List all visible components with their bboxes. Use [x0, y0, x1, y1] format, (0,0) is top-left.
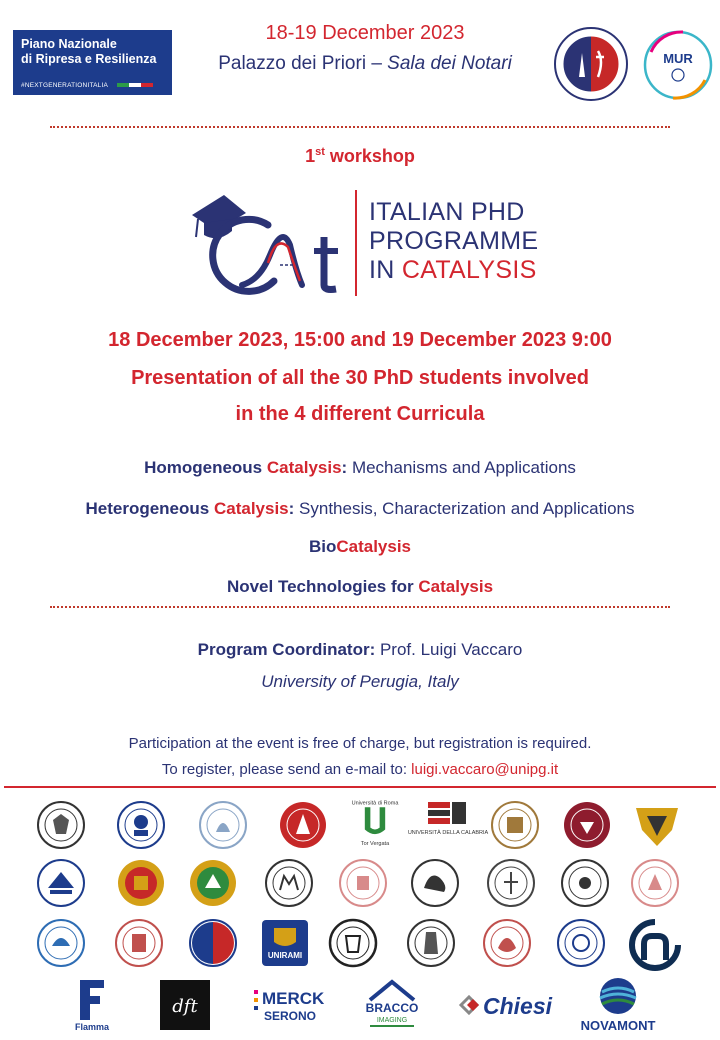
university-seal-logo	[630, 858, 680, 908]
cat-programme-logo	[190, 185, 360, 300]
university-seal-logo	[188, 858, 238, 908]
svg-text:NOVAMONT: NOVAMONT	[580, 1018, 656, 1033]
bracco-imaging-logo	[360, 978, 424, 1030]
curriculum-novel-technologies: Novel Technologies for Catalysis	[226, 577, 494, 596]
university-seal-logo	[486, 858, 536, 908]
curriculum-biocatalysis: BioCatalysis	[308, 537, 412, 556]
university-seal-logo	[36, 918, 86, 968]
logo-wordmark	[369, 198, 538, 285]
calabria-university-logo	[407, 800, 489, 852]
logo-divider-bar	[355, 190, 357, 296]
logo-line-3: IN CATALYSIS	[369, 256, 537, 284]
svg-text:UNIRAMI: UNIRAMI	[267, 951, 303, 960]
university-seal-logo	[338, 858, 388, 908]
perugia-university-seal-logo	[554, 27, 628, 101]
university-seal-logo	[188, 918, 238, 968]
university-seal-logo	[116, 800, 166, 850]
dft-logo	[160, 980, 210, 1030]
university-seal-logo	[198, 800, 248, 850]
svg-text:Flamma: Flamma	[74, 1022, 110, 1032]
svg-text:MERCK: MERCK	[262, 989, 325, 1008]
contact-email-link[interactable]: luigi.vaccaro@unipg.it	[411, 761, 559, 778]
italian-flag-stripe	[117, 83, 153, 87]
university-seal-logo	[560, 858, 610, 908]
mur-logo	[643, 30, 713, 100]
svg-text:IMAGING: IMAGING	[376, 1017, 408, 1024]
university-seal-logo	[116, 858, 166, 908]
svg-text:SERONO: SERONO	[264, 1009, 317, 1023]
coordinator-university: University of Perugia, Italy	[261, 672, 459, 691]
partners-divider	[4, 786, 716, 788]
schedule-dates: 18 December 2023, 15:00 and 19 December 2023 9:00	[108, 329, 612, 351]
university-seal-logo	[410, 858, 460, 908]
university-seal-logo	[406, 918, 456, 968]
university-seal-logo	[36, 858, 86, 908]
chiesi-logo	[455, 988, 565, 1022]
logo-line-1: ITALIAN PHD	[369, 198, 525, 226]
eagle-crest-logo	[632, 800, 682, 850]
event-venue: Palazzo dei Priori – Sala dei Notari	[218, 53, 512, 74]
university-seal-logo	[328, 918, 378, 968]
workshop-label: 1st workshop	[305, 146, 415, 166]
svg-text:Tor Vergata: Tor Vergata	[360, 841, 390, 848]
event-date: 18-19 December 2023	[265, 22, 465, 44]
schedule-curricula-note: in the 4 different Curricula	[235, 403, 485, 425]
curriculum-heterogeneous: Heterogeneous Catalysis: Synthesis, Characterization and Applications	[85, 499, 635, 518]
registration-note: To register, please send an e-mail to: luigi.vaccaro@unipg.it	[161, 761, 559, 778]
mur-label: MUR	[663, 51, 693, 66]
university-seal-logo	[36, 800, 86, 850]
bottom-dotted-divider	[50, 606, 670, 608]
university-seal-logo	[490, 800, 540, 850]
university-seal-logo	[278, 800, 328, 850]
cnr-logo	[628, 918, 682, 972]
svg-text:BRACCO: BRACCO	[365, 1001, 419, 1015]
university-seal-logo	[556, 918, 606, 968]
novamont-logo	[572, 976, 664, 1034]
pnrr-logo	[13, 30, 172, 95]
university-seal-logo	[114, 918, 164, 968]
participation-note: Participation at the event is free of charge, but registration is required.	[128, 735, 592, 752]
top-dotted-divider	[50, 126, 670, 128]
tor-vergata-logo	[350, 798, 400, 848]
logo-line-2: PROGRAMME	[369, 227, 539, 255]
unirami-logo	[260, 918, 310, 968]
program-coordinator: Program Coordinator: Prof. Luigi Vaccaro	[197, 640, 523, 659]
university-seal-logo	[562, 800, 612, 850]
pnrr-line2: di Ripresa e Resilienza	[21, 52, 157, 66]
flamma-logo	[70, 978, 114, 1032]
university-seal-logo	[482, 918, 532, 968]
merck-serono-logo	[252, 982, 328, 1028]
pnrr-line1: Piano Nazionale	[21, 37, 117, 51]
schedule-presentation: Presentation of all the 30 PhD students involved	[131, 367, 589, 389]
pnrr-tag: #NEXTGENERATIONITALIA	[21, 82, 109, 89]
svg-text:UNIVERSITÀ DELLA CALABRIA: UNIVERSITÀ DELLA CALABRIA	[407, 830, 489, 836]
politecnico-milano-logo	[264, 858, 314, 908]
svg-text:Chiesi: Chiesi	[483, 993, 553, 1019]
svg-text:Università di Roma: Università di Roma	[351, 800, 399, 807]
svg-text:dft: dft	[172, 996, 198, 1017]
curriculum-homogeneous: Homogeneous Catalysis: Mechanisms and Applications	[144, 458, 576, 477]
